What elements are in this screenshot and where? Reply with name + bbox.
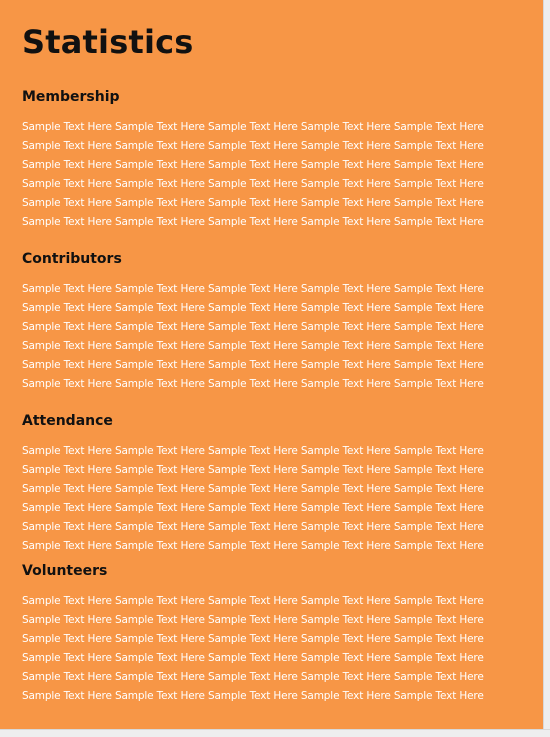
section-body-text: Sample Text Here Sample Text Here Sample Text Here Sample Text Here Sample Text Here Sample Text Here Sample Text Here Sample Text Here Sample Text Here Sample Text Here Sample Text Here Sample Text Here Sample Text Here Sample Text Here Sample Text Here Sample Text Here Sample Text Here Sample Text Here Sample Text Here Sample Text Here Sample Text Here Sample Text Here Sample Text Here Sample Text Here Sample Text Here Sample Text Here Sample Text Here Sample Text Here Sample Text Here Sample Text Here [22,283,484,390]
section-heading: Contributors [22,251,122,267]
section-body-text: Sample Text Here Sample Text Here Sample Text Here Sample Text Here Sample Text Here Sample Text Here Sample Text Here Sample Text Here Sample Text Here Sample Text Here Sample Text Here Sample Text Here Sample Text Here Sample Text Here Sample Text Here Sample Text Here Sample Text Here Sample Text Here Sample Text Here Sample Text Here Sample Text Here Sample Text Here Sample Text Here Sample Text Here Sample Text Here Sample Text Here Sample Text Here Sample Text Here Sample Text Here Sample Text Here [22,445,484,552]
section-volunteers [22,562,527,706]
section-heading: Volunteers [22,563,108,579]
page-edge-right [543,0,550,737]
section-membership [22,88,527,232]
section-attendance [22,412,527,556]
section-body-text: Sample Text Here Sample Text Here Sample Text Here Sample Text Here Sample Text Here Sample Text Here Sample Text Here Sample Text Here Sample Text Here Sample Text Here Sample Text Here Sample Text Here Sample Text Here Sample Text Here Sample Text Here Sample Text Here Sample Text Here Sample Text Here Sample Text Here Sample Text Here Sample Text Here Sample Text Here Sample Text Here Sample Text Here Sample Text Here Sample Text Here Sample Text Here Sample Text Here Sample Text Here Sample Text Here [22,595,484,702]
page-edge-bottom [0,729,550,737]
section-heading: Membership [22,89,120,105]
page-title: Statistics [22,23,194,61]
section-heading: Attendance [22,413,113,429]
section-body-text: Sample Text Here Sample Text Here Sample Text Here Sample Text Here Sample Text Here Sample Text Here Sample Text Here Sample Text Here Sample Text Here Sample Text Here Sample Text Here Sample Text Here Sample Text Here Sample Text Here Sample Text Here Sample Text Here Sample Text Here Sample Text Here Sample Text Here Sample Text Here Sample Text Here Sample Text Here Sample Text Here Sample Text Here Sample Text Here Sample Text Here Sample Text Here Sample Text Here Sample Text Here Sample Text Here [22,121,484,228]
section-contributors [22,250,527,394]
